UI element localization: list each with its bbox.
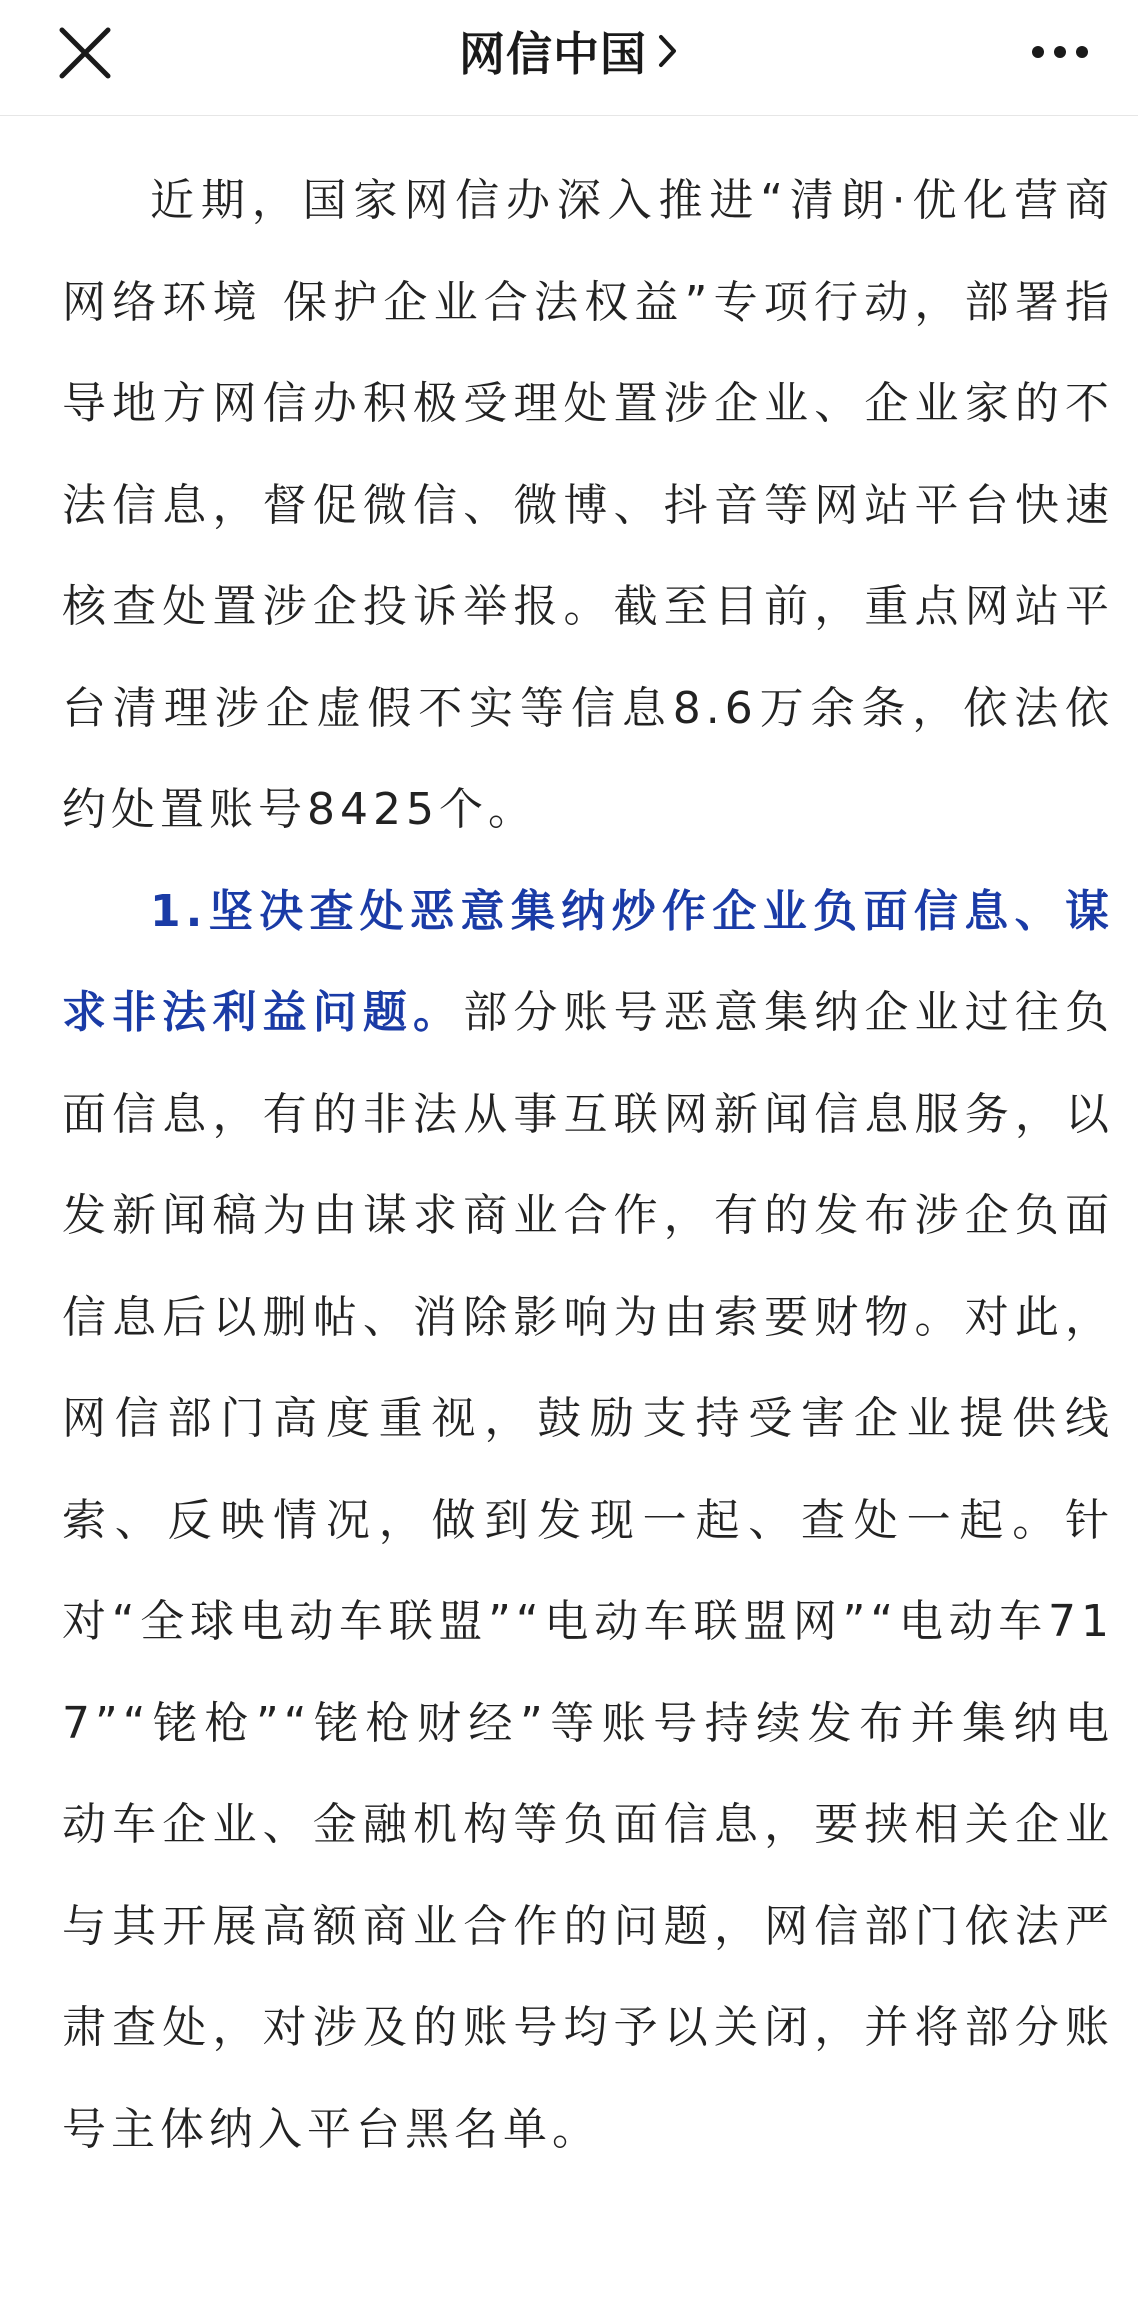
more-button[interactable] [1022,22,1098,82]
paragraph-text: 部分账号恶意集纳企业过往负面信息，有的非法从事互联网新闻信息服务，以发新闻稿为由谋求商业合作，有的发布涉企负面信息后以删帖、消除影响为由索要财物。对此，网信部门高度重视，鼓励支持受害企业提供线索、反映情况，做到发现一起、查处一起。针对“全球电动车联盟”“电动车联盟网”“电动车717”“铑枪”“铑枪财经”等账号持续发布并集纳电动车企业、金融机构等负面信息，要挟相关企业与其开展高额商业合作的问题，网信部门依法严肃查处，对涉及的账号均予以关闭，并将部分账号主体纳入平台黑名单。 [62,987,1115,2155]
page-title: 网信中国 [459,27,647,81]
paragraph-text: 近期，国家网信办深入推进“清朗·优化营商网络环境 保护企业合法权益”专项行动，部署指导地方网信办积极受理处置涉企业、企业家的不法信息，督促微信、微博、抖音等网站平台快速核查处置涉企投诉举报。截至目前，重点网站平台清理涉企虚假不实等信息8.6万余条，依法依约处置账号8425个。 [62,175,1114,835]
chevron-right-icon [657,33,679,69]
more-icon [1030,44,1090,60]
nav-bar [0,0,1138,116]
article-paragraph-1 [62,150,1114,861]
article-paragraph-2 [62,861,1114,2181]
article-body [62,150,1114,2180]
paragraph-highlight: 1.坚决查处恶意集纳炒作企业负面信息、谋求非法利益问题。 [62,885,1114,1038]
account-title-link[interactable] [0,0,1138,102]
